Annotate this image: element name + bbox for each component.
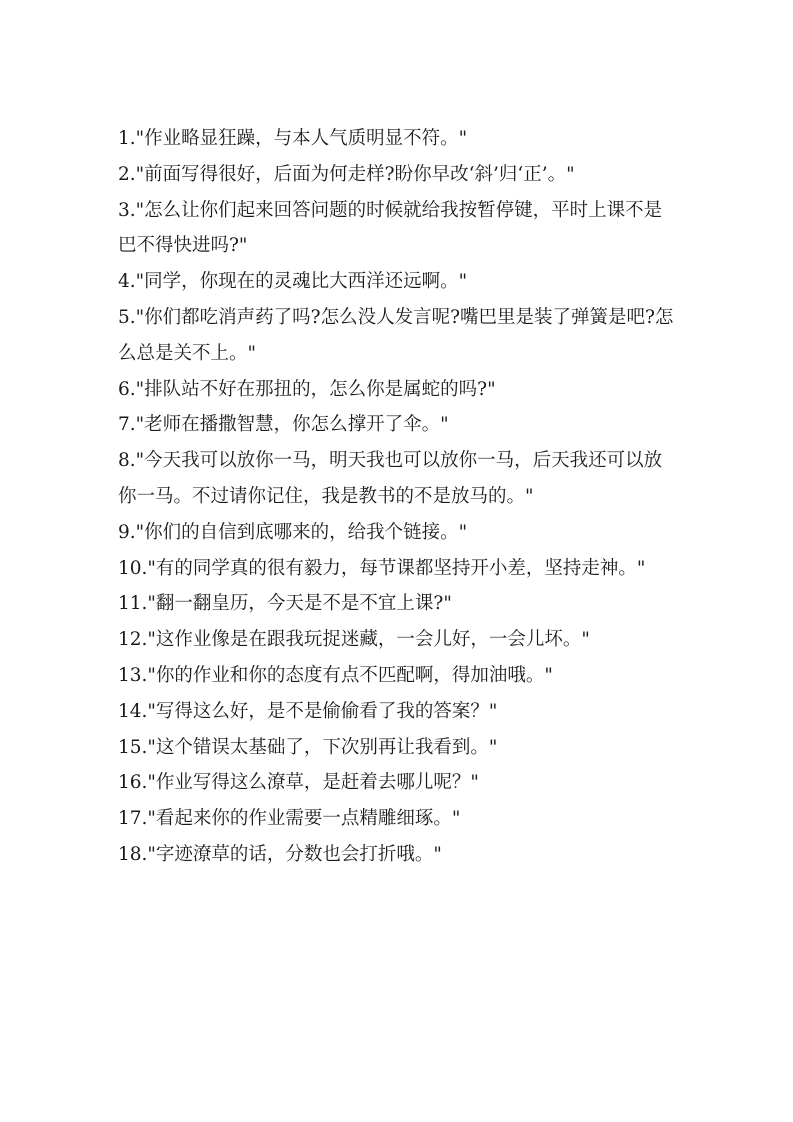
list-item: 17."看起来你的作业需要一点精雕细琢。": [118, 808, 461, 830]
list-item: 5."你们都吃消声药了吗?怎么没人发言呢?嘴巴里是装了弹簧是吧?怎么总是关不上。": [118, 306, 674, 364]
list-item: 7."老师在播撒智慧，你怎么撑开了伞。": [118, 414, 449, 436]
list-item: 11."翻一翻皇历，今天是不是不宜上课?": [118, 593, 452, 615]
list-item: 18."字迹潦草的话，分数也会打折哦。": [118, 843, 442, 865]
list-item: 14."写得这么好，是不是偷偷看了我的答案？": [118, 700, 498, 722]
list-item: 6."排队站不好在那扭的，怎么你是属蛇的吗?": [118, 378, 496, 400]
list-item: 15."这个错误太基础了，下次别再让我看到。": [118, 736, 498, 758]
list-item: 8."今天我可以放你一马，明天我也可以放你一马，后天我还可以放你一马。不过请你记住，我是教书的不是放马的。": [118, 450, 663, 507]
list-item: 12."这作业像是在跟我玩捉迷藏，一会儿好，一会儿坏。": [118, 629, 590, 651]
list-item: 13."你的作业和你的态度有点不匹配啊，得加油哦。": [118, 664, 553, 686]
list-item: 16."作业写得这么潦草，是赶着去哪儿呢？": [118, 772, 479, 794]
list-item: 2."前面写得很好，后面为何走样?盼你早改‘斜’归‘正’。": [118, 163, 575, 185]
list-item: 1."作业略显狂躁，与本人气质明显不符。": [118, 128, 468, 149]
list-item: 9."你们的自信到底哪来的，给我个链接。": [118, 521, 468, 543]
list-item: 4."同学，你现在的灵魂比大西洋还远啊。": [118, 271, 468, 293]
list-item: 3."怎么让你们起来回答问题的时候就给我按暂停键，平时上课不是巴不得快进吗?": [118, 199, 663, 257]
list-item: 10."有的同学真的很有毅力，每节课都坚持开小差，坚持走神。": [118, 557, 646, 579]
comment-list: [118, 121, 680, 873]
